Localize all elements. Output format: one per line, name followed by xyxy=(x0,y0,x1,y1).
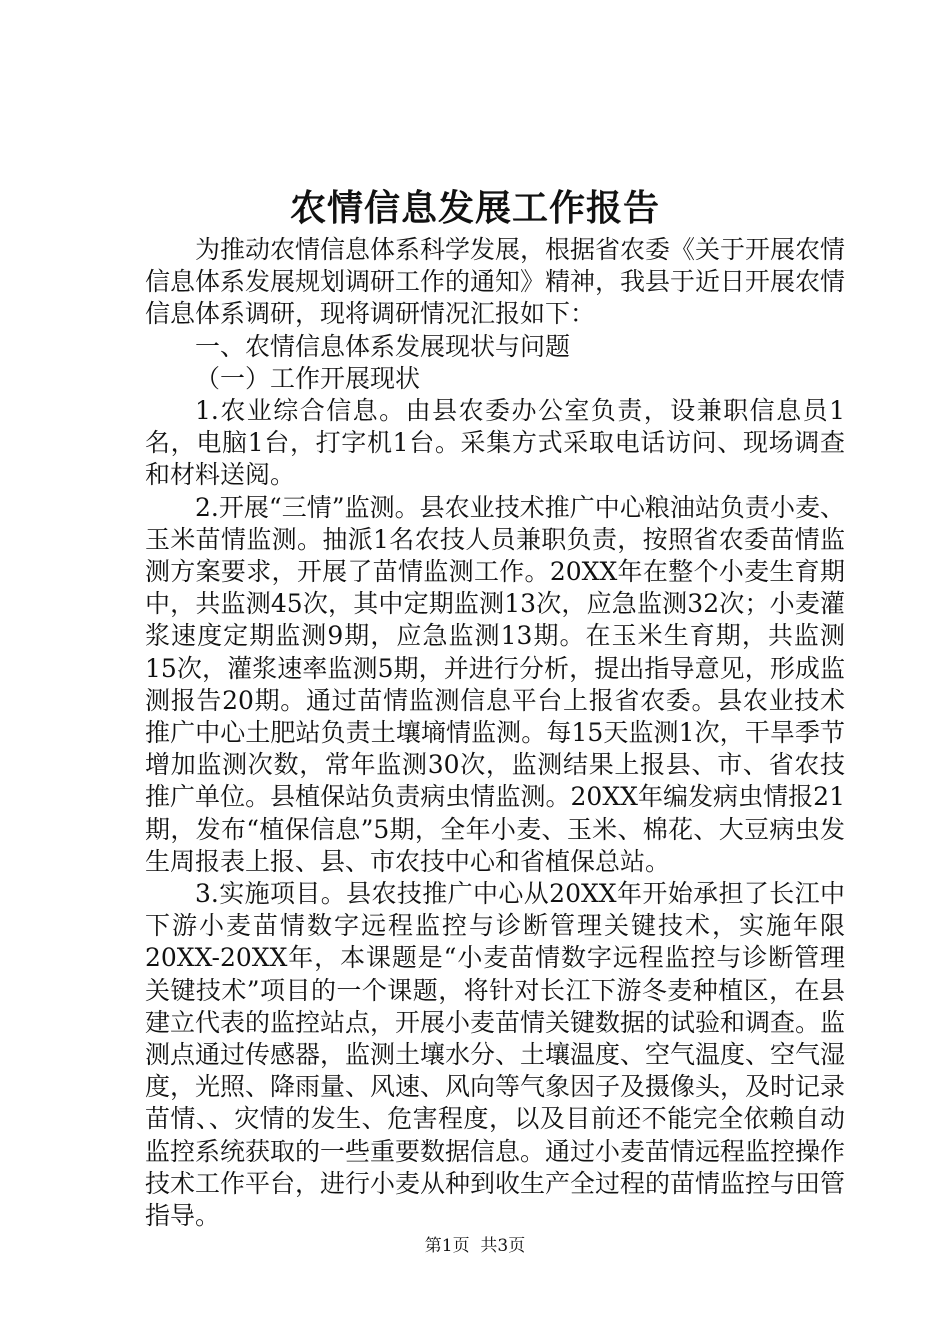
intro-paragraph: 为推动农情信息体系科学发展，根据省农委《关于开展农情信息体系发展规划调研工作的通知》精神，我县于近日开展农情信息体系调研，现将调研情况汇报如下： xyxy=(145,235,846,329)
section-heading: 一、农情信息体系发展现状与问题 xyxy=(195,331,571,361)
document-body xyxy=(145,234,845,1232)
document-title: 农情信息发展工作报告 xyxy=(289,187,660,229)
paragraph-item-3: 3.实施项目。县农技推广中心从20XX年开始承担了长江中下游小麦苗情数字远程监控与诊断管理关键技术，实施年限20XX-20XX年，本课题是“小麦苗情数字远程监控与诊断管理关键技术”项目的一个课题，将针对长江下游冬麦种植区，在县建立代表的监控站点，开展小麦苗情关键数据的试验和调查。监测点通过传感器，监测土壤水分、土壤温度、空气温度、空气湿度，光照、降雨量、风速、风向等气象因子及摄像头，及时记录苗情、、灾情的发生、危害程度，以及目前还不能完全依赖自动监控系统获取的一些重要数据信息。通过小麦苗情远程监控操作技术工作平台，进行小麦从种到收生产全过程的苗情监控与田管指导。 xyxy=(145,879,846,1231)
subsection-heading: （一）工作开展现状 xyxy=(195,363,421,393)
paragraph-item-2: 2.开展“三情”监测。县农业技术推广中心粮油站负责小麦、玉米苗情监测。抽派1名农技人员兼职负责，按照省农委苗情监测方案要求，开展了苗情监测工作。20XX年在整个小麦生育期中，共监测45次，其中定期监测13次，应急监测32次；小麦灌浆速度定期监测9期，应急监测13期。在玉米生育期，共监测15次，灌浆速率监测5期，并进行分析，提出指导意见，形成监测报告20期。通过苗情监测信息平台上报省农委。县农业技术推广中心土肥站负责土壤墒情监测。每15天监测1次，干旱季节增加监测次数，常年监测30次，监测结果上报县、市、省农技推广单位。县植保站负责病虫情监测。20XX年编发病虫情报21期，发布“植保信息”5期，全年小麦、玉米、棉花、大豆病虫发生周报表上报、县、市农技中心和省植保总站。 xyxy=(145,492,845,876)
page-footer xyxy=(0,1234,950,1258)
page-number: 第1页 xyxy=(424,1236,470,1256)
page-total: 共3页 xyxy=(480,1236,526,1256)
paragraph-item-1: 1.农业综合信息。由县农委办公室负责，设兼职信息员1名，电脑1台，打字机1台。采集方式采取电话访问、现场调查和材料送阅。 xyxy=(145,396,845,490)
